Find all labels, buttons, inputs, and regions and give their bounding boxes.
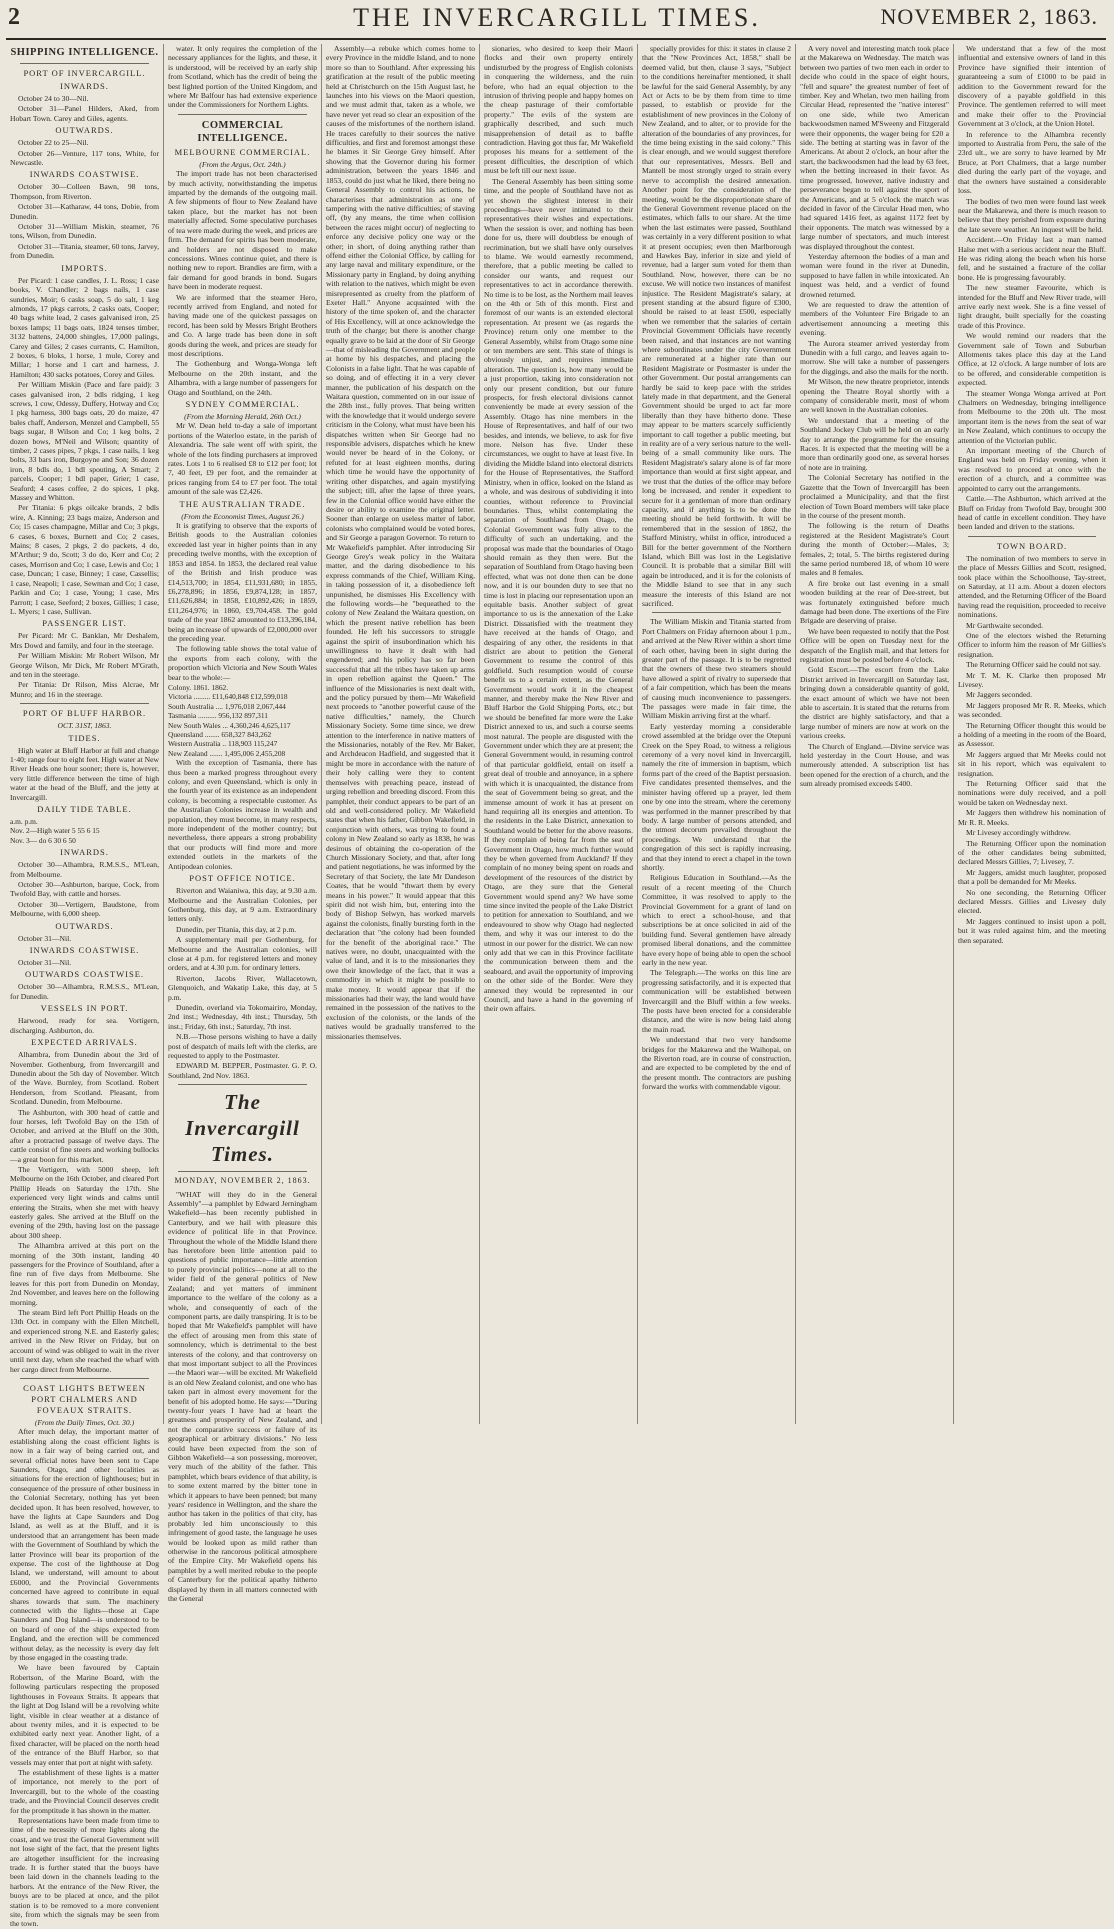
paragraph: The General Assembly has been sitting some time, and the people of Southland have not as yet shown the slightest interest in their proceedings—have never intimated to their representatives their wishes and expectations. When the session is over, and nothing has been done for us, there will doubtless be enough of recrimination, but we shall have only ourselves to blame. We would earnestly recommend, therefore, that a public meeting be called to consider our wants, and request our representatives to act in accordance therewith. No time is to be lost, as the Northern mail leaves on the 4th or 5th of this month. First and foremost of our wants is an extended electoral representation. At present we (as regards the Province) return only one member to the General Assembly, whilst from Otago some nine or ten members are sent. This state of things is obviously unjust, and requires immediate alteration. The question is, how many would be a just proportion, taking into consideration not only our present condition, but our future prospects, for fresh electoral divisions cannot conveniently be made at every session of the Assembly. Otago has nine members in the House of Representatives, and half of our two besides, and intends, we believe, to ask for five more. Nelson has five. Under these circumstances, we ought to have at least five. In dividing the Middle Island into electoral districts for the House of Representatives, the Stafford Ministry, when in office, looked on the Island as a whole, and was desirous of subdividing it into counties, without reference to Provincial boundaries. Thus, whilst contemplating the separation of Southland from Otago, the Colonial Government was fully alive to the difficulty of such an undertaking, and the proposal was made that the boundaries of Otago should remain as they then were. But the separation of Southland from Otago having been effected, what was not done then can be done now, and it is our bounden duty to see that no time is lost in placing our representation upon an equitable basis. Another subject of great importance to us is the annexation of the Lake District. Dissatisfied with the treatment they have received at the hands of Otago, and despairing of any other, the residents in that district are about to petition the General Government to resume the control of this goldfield. Such resumption would of course benefit us to a certain extent, as the General Government would work it in the cheapest manner, and thereby make the New River and Bluff Harbor the Gold Shipping Ports, etc.; but we should be benefited far more were the Lake District annexed to us, and such a course seems most natural. The people are disgusted with the Government under which they are at present; the General Government would, in resuming control of that particular goldfield, entail on itself a great deal of trouble and annoyance, in a sphere with which it is unacquainted, the distance from the seat of Government being so great, and the immense amount of work it has at present on hand requiring all its energies and attention. To the residents in the Lake District, annexation to Southland would be better for the above reasons. If they complain of being far from the seat of Government in Otago, how much further would they be when governed from Auckland? If they complain of no money being spent on roads and development of the resources of the district by Otago, are they sure that the General Government would spend any? We have some time since invited the people of the Lake District to petition for annexation to Southland, and we endeavoured to show why Otago had neglected them, and why it was our interest to do the utmost in our power for the district. We can now only add that we can in this Province facilitate the communication between them and the seaboard, and avail the opportunity of improving on the other side of the Border. Were they annexed they would be represented in our Council, and have a hand in the governing of their own affairs. [484,176,633,1014]
subheading: PORT OF INVERCARGILL. [23,68,146,78]
paragraph: One of the electors wished the Returning Officer to inform him the reason of Mr Gillies's resignation. [958,630,1106,659]
paragraph: We understand that a few of the most influential and extensive owners of land in this Province have signified their intention of guaranteeing a sum of £1000 to be paid in addition to the Government reward for the discovery of a payable goldfield in this Province. The gentlemen referred to will meet and make their offer to the Provincial Government at 3 o'clock, at the Union Hotel. [958,44,1106,129]
issue-date: NOVEMBER 2, 1863. [880,4,1098,29]
paragraph: Early yesterday morning a considerable crowd assembled at the bridge over the Otepuni Creek on the Spey Road, to witness a religious ceremony of a very novel kind in Invercargill, namely the rite of immersion in baptism, which forms part of the creed of the Baptist persuasion. Five candidates presented themselves, and the minister having offered up a prayer, led them one by one into the stream, where the ceremony was performed in the manner prescribed by that body. A large number of persons attended, and the utmost decorum prevailed throughout the proceedings. We understand that the congregation of this sect is rapidly increasing, and that they intend to erect a chapel in the town shortly. [642,721,791,872]
paragraph: The Gothenburg and Wonga-Wonga left Melbourne on the 20th instant, and the Alhambra, with a large number of passengers for Otago and Southland, on the 24th. [168,359,317,397]
subheading: COAST LIGHTS BETWEEN PORT CHALMERS AND FOVEAUX STRAITS. [23,1382,146,1415]
paragraph: October 30—Alhambra, R.M.S.S., M'Lean, for Dunedin. [10,982,159,1001]
subheading: INWARDS COASTWISE. [29,945,140,956]
column-3 [322,44,480,1424]
paragraph: A supplementary mail per Gothenburg, for Melbourne and the Australian colonies, will close at 4 p.m. for registered letters and money orders, and at 4.30 p.m. for ordinary letters. [168,935,317,973]
paragraph: A fire broke out last evening in a small wooden building at the rear of Dee-street, but was fortunately extinguished before much damage had been done. The exertions of the Fire Brigade are deserving of praise. [800,578,949,626]
divider [968,536,1096,537]
column-5 [638,44,796,1424]
paragraph: We understand that two very handsome bridges for the Makarewa and the Waihopai, on the Riverton road, are in course of construction, and are expected to be completed by the end of the present month. The contractors are pushing forward the works with commendable vigour. [642,1035,791,1092]
paragraph: EDWARD M. BEPPER, Postmaster. G. P. O. Southland, 2nd Nov. 1863. [168,1061,317,1080]
paragraph: The following is the return of Deaths registered at the Resident Magistrate's Court during the month of October:—Males, 3; females, 2; total, 5. The births registered during the same period numbered 18, of whom 10 were males and 8 females. [800,521,949,578]
paragraph: Gold Escort.—The escort from the Lake District arrived in Invercargill on Saturday last, bringing down a considerable quantity of gold, the exact amount of which we have not been able to ascertain. It is stated that the returns from the district are highly satisfactory, and that a large number of miners are now at work on the various creeks. [800,665,949,741]
subheading: PASSENGER LIST. [42,618,127,629]
paragraph: Mr Wilson, the new theatre proprietor, intends opening the Theatre Royal shortly with a company of considerable merit, most of whom are well known in the Australian colonies. [800,377,949,415]
subheading: MELBOURNE COMMERCIAL. [174,146,311,157]
paragraph: October 30—Ashburton, barque, Cock, from Twofold Bay, with cattle and horses. [10,880,159,899]
paragraph: Riverton, Jacobs River, Wallacetown, Glenquoich, and Wakatip Lake, this day, at 5 p.m. [168,973,317,1002]
subheading: OUTWARDS COASTWISE. [24,969,145,980]
paragraph: With the exception of Tasmania, there has thus been a marked progress throughout every colony, and even Queensland, which is only in the fourth year of its existence as an independent colony, is becoming a respectable customer. As the Australian Colonies increase in wealth and population, they must become, in many respects, more independent of the mother country; but nevertheless, there appears a strong probability that our products will find more and more extended outlets in the markets of the Antipodean colonies. [168,758,317,871]
paragraph: High water at Bluff Harbor at full and change 1·40; range four to eight feet. High water at New River Heads one hour sooner; there is, however, very little difference between the time of high water at the head of the Bluff, and the jetty at Invercargill. [10,745,159,802]
subheading: EXPECTED ARRIVALS. [31,1037,138,1048]
export-table-row: New South Wales ... 4,360,246 4,625,117 [168,720,291,730]
divider [178,1084,307,1085]
paragraph: Mr Livesey accordingly withdrew. [966,828,1071,838]
paragraph: Per Titania: Dr Rilson, Miss Alcrae, Mr Munro; and 16 in the steerage. [10,680,159,699]
export-table-header: Colony. 1861. 1862. [168,682,229,692]
column-7 [954,44,1110,1424]
section-heading: SHIPPING INTELLIGENCE. [10,47,159,58]
export-table-row: Tasmania .......... 956,132 897,311 [168,711,268,721]
columns [6,44,1110,1929]
paragraph: N.B.—Those persons wishing to have a daily post of despatch of mails left with the clerks, are requested to apply to the Postmaster. [168,1032,317,1060]
paragraph: Representations have been made from time to time of the necessity of more lights along the coast, and we trust the General Government will not lose sight of the fact, that the present lights are altogether insufficient for the increasing trade. It is further stated that the buoys have been laid down in the channels leading to the harbors. At the entrance of the New River, the buoys are to be placed at once, and the pilot station is to be removed to a more convenient site, from which the signals may be seen from the town. [10,1815,159,1929]
paragraph: Mr Jaggers then withdrew his nomination of Mr R. R. Meeks. [958,808,1106,827]
paragraph: The Ashburton, with 300 head of cattle and four horses, left Twofold Bay on the 15th of October, and arrived at the Bluff on the 30th, after a protracted passage of twelve days. The cattle consist of fine steers and working bullocks—a great boon for this market. [10,1107,159,1164]
column-4 [480,44,638,1424]
divider [652,612,781,613]
subheading: OUTWARDS. [55,125,114,136]
paragraph: Yesterday afternoon the bodies of a man and woman were found in the river at Dunedin, supposed to have fallen in while intoxicated. An inquest was held, and a verdict of found drowned returned. [800,251,949,299]
paragraph: The Returning Officer said that the nominations were duly received, and a poll would be taken on Wednesday next. [958,779,1106,807]
paragraph: The new steamer Favourite, which is intended for the Bluff and New River trade, will arrive early next week. She is a fine vessel of light draught, built specially for the coasting trade of this Province. [958,283,1106,330]
paragraph: The following table shows the total value of the exports from each colony, with the proportion which Victoria and New South Wales bear to the whole:— [168,644,317,682]
subheading: INWARDS. [60,81,109,91]
paragraph: No one seconding, the Returning Officer declared Messrs. Gillies and Livesey duly elected. [958,887,1106,916]
paragraph: The establishment of these lights is a matter of importance, not merely to the port of Invercargill, but to the whole of the coasting trade, and the Provincial Council deserves credit for the promptitude it has shown in the matter. [10,1767,159,1815]
paragraph: Per William Miskin: Mr Robert Wilson, Mr George Wilson, Mr Dick, Mr Robert M'Grath, and ten in the steerage. [10,651,159,679]
subheading: DAILY TIDE TABLE. [37,804,132,814]
paragraph: After much delay, the important matter of establishing along the coast efficient lights is now in a fair way of being carried out, and several official notes have been sent to Cape Saunders, Otago, and other localities as situations for the erection of lighthouses; but in consequence of the pressure of other business in the Colonial Secretary, nothing has yet been decided upon. It has been resolved, however, to have the lights at Cape Saunders and Dog Island, as well as at the Bluff, and it is understood that an arrangement has been made with the Government of Southland by which the latter Province will bear its proportion of the expense. The cost of the lighthouse at Dog Island, we understand, will amount to about £6000, and the Provincial Governments concerned have agreed to contribute in equal shares towards that sum. The machinery connected with the lights—those at Cape Saunders and Dog Island—is understood to be on board of one of the ships expected from England, and the erection will be commenced without delay, as the necessity is every day felt by those engaged in the coasting trade. [10,1427,159,1663]
paragraph: October 31—Panel Hilders, Aked, from Hobart Town. Carey and Giles, agents. [10,104,159,123]
export-table-row: Queensland ........ 658,327 843,262 [168,730,272,739]
tide-row: Nov. 3— do 6 30 6 50 [10,835,76,845]
subheading: SYDNEY COMMERCIAL. [185,399,300,409]
paragraph: The Returning Officer upon the nomination of the other candidates being submitted, declared Messrs Gillies, 7; Livesey, 7. [958,838,1106,867]
paragraph: Alhambra, from Dunedin about the 3rd of November. Gothenburg, from Invercargill and Dunedin about the 5th day of November. Witch of the Wave. Burnley, from Scotland. Robert Henderson, from Scotland. Pleasant, from Scotland. Dunedin, from Melbourne. [10,1050,159,1107]
paragraph: October 30—Colleen Bawn, 98 tons, Thompson, from Riverton. [10,182,159,201]
divider [178,1171,307,1172]
subheading: IMPORTS. [61,262,108,273]
paragraph: The bodies of two men were found last week near the Makarewa, and there is much reason to believe that they perished from exposure during the late severe weather. An inquest will be held. [958,196,1106,234]
paragraph: water. It only requires the completion of the necessary appliances for the lights, and these, it is understood, will be received by an early ship from Scotland, which has the credit of being the best lighted portion of the United Kingdom, and where Mr Balfour has had extensive experience under the Commissioners for Northern Lights. [168,44,317,110]
paragraph: October 30—Alhambra, R.M.S.S., M'Lean, from Melbourne. [10,860,159,879]
paragraph: The import trade has not been characterised by much activity, notwithstanding the impetus imparted by the demands of the outgoing mail. A few shipments of flour to New Zealand have taken place, but the market has not been materially affected. Some speculative purchases of tea were made during the week, and prices are firm. The demand for spirits has been moderate, and holders are not disposed to make concessions. Wines continue quiet, and there is nothing new to report. Brandies are firm, with a fair demand for good brands in bond. Sugars have been in moderate request. [168,169,317,292]
subheading: VESSELS IN PORT. [40,1003,129,1014]
page-number: 2 [8,4,20,30]
paragraph: The Aurora steamer arrived yesterday from Dunedin with a full cargo, and leaves again to-morrow. She will take a number of passengers for the diggings, and also the mails for the north. [800,338,949,376]
subheading: POST OFFICE NOTICE. [189,873,296,884]
paragraph: Per Titania: 6 pkgs oilcake brands, 2 bdls wire, A. Kinning; 23 bags maize, Anderson and Co; 15 cases champagne, Millar and Co; 3 pkgs, 6 cases, 6 boxes, Burnett and Co; 2 cases, Mains; 8 cases, 2 pkgs, 2 do packets, 4 do, M'Arthur; 9 do, Scott; 3 do do, Kerr and Co; 2 cases, Morrison and Co; 1 case, Lewis and Co; 1 case, Duncan; 1 case, Binney; 1 case, Cassellis; 1 case, Neapoli; 1 case, Sewman and Co; 1 case, Parkin and Co; 1 case, Young; 1 case, Mrs Parrott; 1 case, Seeford; 2 boxes, Gillies; 1 case, L. Myers; 1 case, Sullivan. [10,503,159,616]
paragraph: Dunedin, overland via Tokomairiro, Monday, 2nd inst.; Wednesday, 4th inst.; Thursday, 5th inst.; Friday, 6th inst.; Saturday, 7th inst. [168,1002,317,1031]
paragraph: Per William Miskin (Pace and fare paid): 3 cases galvanised iron, 2 bdls ridging, 1 keg screws, 1 cow, Odessy, Duffery, Hotway and Co; 1 pkg harness, 300 bags oats, 20 do maize, 47 bales chaff, Anderson, Menzel and Campbell, 55 bags sugar, 8 Wilson and Co; 1 keg bolts, 2 dozen bows, M'Neil and Wilson; quantity of timber, 2 cases pipes, 7 pkgs, 1 case nails, 1 keg bolts, 33 bars iron, Burgoyne and Son; 36 dozen iron, 8 bdls do, 1 bdl spouting, A Smart; 2 parcels, Cooper; 1 bdl paper, Grier; 1 case, Seaford; 4 cases coffee, 2 do spices, 1 pkg, Massey and Whitton. [10,380,159,503]
column-2 [164,44,322,1604]
paragraph: In reference to the Alhambra recently imported to Australia from Peru, the sale of the 23rd ult., we are sorry to have learned by Mr Bruce, at Port Chalmers, that a large number died during the early part of the voyage, and that the owners have sustained a considerable loss. [958,129,1106,196]
column-6 [796,44,954,1424]
source-note: (From the Daily Times, Oct. 30.) [34,1417,135,1427]
paragraph: Mr Jaggers continued to insist upon a poll, but it was ruled against him, and the meeting then separated. [958,916,1106,945]
divider [178,114,307,115]
subheading: TIDES. [68,732,101,743]
paragraph: We would remind our readers that the Government sale of Town and Suburban Allotments takes place this day at the Land Office, at 12 o'clock. A large number of lots are to be offered, and considerable competition is expected. [958,331,1106,388]
newspaper-title: THE INVERCARGILL TIMES. [353,3,761,32]
subheading: PORT OF BLUFF HARBOR. [22,708,147,719]
paragraph: Dunedin, per Titania, this day, at 2 p.m. [176,924,297,934]
paragraph: Per Picard: Mr C. Banklan, Mr Deshalem, Mrs Dowd and family, and four in the steerage. [10,631,159,650]
tide-row: Nov. 2—High water 5 55 6 15 [10,826,100,836]
paragraph: Mr Garthwaite seconded. [966,620,1043,630]
paragraph: Assembly—a rebuke which comes home to every Province in the middle Island, and to none more so than to Southland. After expressing his gratification at the result of the public meeting held at Christchurch on the 15th August last, he launches into his views on the Maori question, and we must admit that, taken as a whole, we have never yet read so clear an exposition of the causes of the misfortunes of the northern island. He traces carefully to their sources the native difficulties, and first and foremost amongst these he blames it Sir George Grey himself. After showing that the Governor during his former administration, between the years 1846 and 1853, could do just what he liked, there being no General Assembly to control his actions, he characterises that administration as one of tampering with the native difficulties; of staving off, (by any means, the time when collision between the races might occur) of neglecting to enforce any decisive policy one way or the other; in short, of doing anything rather than offend either the Colonial Office, by calling for any large naval and military expenditure, or the Missionary party in England, by doing anything with relation to the natives, which might be even misrepresented as cruelty from the platform of Exeter Hall." Anyone acquainted with the history of the time spoken of, and the character of His Excellency, will at once acknowledge the truth of the charge; but there is another charge equally grave to be laid at the door of Sir George—that of misleading the Government and people at home by his despatches, and placing the Colonists in a false light. That he was capable of so doing, and of effecting it in a very clever manner, the publication of his despatch on the Waitara question, commented on in our issue of the 28th inst., fully proves. That being written with the knowledge that it would undergo severe criticism in the Colony, what must have been his dispatches written when Sir George had no responsible advisers, dispatches which he knew would never be heard of in the Colony, or refuted for at least eighteen months, during which time he would have the opportunity of writing other dispatches, and again mystifying the subject; till, after the lapse of three years, few in the Colonial office would have either the desire or ability to examine the original letter. Sooner than enlarge on useless matter of labor, colonists who complained would be voted bores, and Sir George a paragon Governor. To return to Mr Wakefield's pamphlet. After introducing Sir George Grey's weak policy in the Waitara matter, and the daring disobedience to his express commands of the Chief, William King, in taking possession of it, a disobedience left unpunished, he dismisses His Excellency with the following words—he "bequeathed to the colony of New Zealand the Waitara question, on which the present native rebellion has been founded. He left his successors to struggle against the spirit of insubordination which his unwillingness to have it dealt with had engendered; and his policy has so far been successful that all the tribes have taken up arms in open rebellion against the Queen." The influence of the Missionaries is next dealt with, and the policy pursued by them—Mr Wakefield next proceeds to "another powerful cause of the native difficulties," namely, the Church Missionary Society. Some time since, we drew attention to the interference in native matters of the Missionaries, notably of the Rev. Mr Baker, and Archdeacon Hadfield, and suggested that it might be more in accordance with the nature of their holy calling were they to content themselves with preaching peace, instead of urging rebellion and breeding discord. From this pamphlet, their conduct appears to be part of an old and well-considered policy. Mr Wakefield states that when his father, Gibbon Wakefield, in conjunction with others, was trying to found a colony in New Zealand so early as 1838, he was desirous of obtaining the co-operation of the Church Missionary Society, and that, after long and patient negotiations, he was informed by the Secretary of that Society, the late Mr Dandeson Coates, that he would "thwart them by every means in his power." It would appear that this spirit did not wish him, but, entering into the body of Bishop Selwyn, has worked marvels against the colonists, finally bursting forth in the declaration that "the colony had been founded for the benefit of the aboriginal race." The natives were, no doubt, unacquainted with the value of land, and it is to the missionaries they owe their knowledge of the fact, that it was a commodity in which it might be possible to make money. It would appear that if the missionaries had their way, the land would have remained in the possession of the natives to the exclusion of the colonists, or the lands of the natives would be gradually transferred to the missionaries themselves. [326,44,475,1041]
paragraph: Cattle.—The Ashburton, which arrived at the Bluff on Friday from Twofold Bay, brought 300 head of cattle in excellent condition. They have been landed and driven to the stations. [958,494,1106,532]
paragraph: An important meeting of the Church of England was held on Friday evening, when it was resolved to proceed at once with the erection of a church, and a committee was appointed to carry out the arrangements. [958,446,1106,493]
divider [20,703,149,704]
paragraph: Religious Education in Southland.—As the result of a recent meeting of the Church Committee, it was resolved to apply to the Provincial Government for a grant of land on which to erect a school-house, and that subscriptions be at once solicited in aid of the building fund. Several gentlemen have already promised liberal donations, and the committee have every hope of being able to open the school early in the new year. [642,873,791,967]
paragraph: October 30—Vertigern, Baudstone, from Melbourne, with 6,000 sheep. [10,899,159,919]
paragraph: The nomination of two members to serve in the place of Messrs Gillies and Scott, resigned, took place within the Schoolhouse, Tay-street, on Saturday, at 11 a.m. About a dozen electors attended, and the Returning Officer of the Board having read the requisition, proceeded to receive nominations. [958,553,1106,620]
dateline: OCT. 31ST, 1863. [57,721,112,731]
paragraph: We have been favoured by Captain Robertson, of the Marine Board, with the following particulars respecting the proposed lighthouses in Foveaux Straits. It appears that the light at Dog Island will be a revolving white light, visible in clear weather at a distance of about twenty miles, and it is expected to be exhibited early next year. Another light, of a fixed character, will be placed on the north head of the entrance of the Bluff Harbor, so that vessels may enter that port at night with safety. [10,1663,159,1767]
export-table-row: Western Australia .. 118,903 115,247 [168,739,278,749]
paragraph: Mr Jaggers seconded. [966,690,1033,700]
paragraph: October 31—Nil. [18,933,72,943]
paragraph: October 31—William Miskin, steamer, 76 tons, Wilson, from Dunedin. [10,222,159,241]
subheading: TOWN BOARD. [996,540,1068,551]
source-note: (From the Morning Herald, 26th Oct.) [184,412,301,421]
subheading: THE AUSTRALIAN TRADE. [179,498,306,509]
editorial-title: The Invercargill Times. [185,1090,300,1167]
paragraph: October 24 to 30—Nil. [18,94,89,103]
paragraph: "WHAT will they do in the General Assembly"—a pamphlet by Edward Jerningham Wakefield—has been recently published in Canterbury, and we hail with pleasure this evidence of political life in that Province. Throughout the whole of the Middle Island there has heretofore been little attention paid to questions of public importance—little attention to purely provincial politics—none at all to the wider field of the general politics of New Zealand; and yet matters of imminent importance to the welfare of the colony as a whole, and consequently of each of the component parts, are daily transpiring. It is to be hoped that Mr Wakefield's pamphlet will have the effect of arousing men from this state of somnolency, which is detrimental to the best interests of the colony, and that controversy on that most important subject to all the Provinces—the Maori war—will be excited. Mr Wakefield is an old New Zealand colonist, and one who has taken part in almost every movement for the benefit of his adopted home. He says:—"During twenty-four years I have had at heart the greatness and prosperity of New Zealand, and not the comparative success or failure of its geographical or arbitrary divisions." No less could have been expected from the son of Gibbon Wakefield—a son possessing, moreover, very much of the ability of the father. This pamphlet, which bears evidence of that ability, is to some extent marred by the bitter tone in which it appears to have been penned; but many years' residence in Wellington, and the share the author has taken in the politics of that city, has probably led him unconsciously to this infringement of good taste, the language he uses would be looked upon as mild rather than otherwise in the rancorous political atmosphere of the Empire City. Mr Wakefield opens his pamphlet by a well merited rebuke to the people of Canterbury for the political apathy hitherto displayed by them in all matters connected with the General [168,1189,317,1604]
paragraph: Harwood, ready for sea. Vortigern, discharging. Ashburton, do. [10,1016,159,1035]
paragraph: Accident.—On Friday last a man named Halse met with a serious accident near the Bluff. He was riding along the beach when his horse fell, and he sustained a fracture of the collar bone. He is progressing favourably. [958,235,1106,282]
divider [20,1378,149,1379]
paragraph: Mr T. M. K. Clarke then proposed Mr Livesey. [958,670,1106,689]
export-table-row: Victoria ......... £11,640,848 £12,599,018 [168,692,288,702]
masthead-rule [6,38,1106,40]
tide-table-header: a.m. p.m. [10,817,38,826]
divider [20,63,149,64]
paragraph: October 31—Titania, steamer, 60 tons, Jarvey, from Dunedin. [10,241,159,261]
source-note: (From the Economist Times, August 26.) [181,511,304,521]
column-1 [6,44,164,1929]
paragraph: The William Miskin and Titania started from Port Chalmers on Friday afternoon about 1 p.m., and arrived at the New River within a short time of each other, having been in sight during the greater part of the passage. It is to be regretted that the owners of these two steamers should have allowed a spirit of rivalry to supersede that of a fair competition, which has been the means of causing much inconvenience to passengers. The passages were made in fair time, the William Miskin arriving first at the wharf. [642,617,791,721]
paragraph: The Returning Officer said he could not say. [966,660,1101,670]
subheading: INWARDS COASTWISE. [29,169,140,180]
paragraph: The Telegraph.—The works on this line are progressing satisfactorily, and it is expected that communication will be established between Invercargill and the Bluff within a few weeks. The posts have been erected for a considerable distance, and the wire is now being laid along the main road. [642,968,791,1034]
export-table-row: South Australia .... 1,976,018 2,067,444 [168,701,286,711]
paragraph: sionaries, who desired to keep their Maori flocks and their own property entirely undisturbed by the progress of English colonists in conquering the wilderness, and the ruin before, who had an equal objection to the intrusion of thriving people and happy homes on the cheap pasturage of their comfortable property." The evils of the system are graphically described, and such much misapprehension of detail as to baffle contradiction. Having got thus far, Mr Wakefield proposes his means for a settlement of the present difficulties, the description of which must be left till our next issue. [484,44,633,176]
paragraph: The Church of England.—Divine service was held yesterday in the Court House, and was numerously attended. A subscription list has been opened for the erection of a church, and the sum already promised exceeds £400. [800,741,949,789]
paragraph: Mr Jaggers, amidst much laughter, proposed that a poll be demanded for Mr Meeks. [958,867,1106,887]
paragraph: October 26—Venture, 117 tons, White, for Newcastle. [10,148,159,168]
section-heading: COMMERCIAL INTELLIGENCE. [197,119,288,144]
paragraph: We are requested to draw the attention of members of the Volunteer Fire Brigade to an advertisement announcing a meeting this evening. [800,299,949,338]
paragraph: The steamer Wonga Wonga arrived at Port Chalmers on Wednesday, bringing intelligence from Melbourne to the 20th ult. The most important item is the news from the seat of war in New Zealand, which continues to occupy the attention of the Victorian public. [958,388,1106,445]
paragraph: A very novel and interesting match took place at the Makarewa on Wednesday. The match was between two parties of two men each in order to decide who could in the space of eight hours, "fell and square" the greatest number of feet of timber. Key and Whelan, two men hailing from Circular Head, represented the "native interest" on one side, while two American backwoodsmen named M'Sweeny and Fitzgerald were their opponents, the wager being for £20 a side. The betting at starting was in favor of the Americans. At about 2 o'clock, an hour after the start, the backwoodsmen had the lead by 63 feet, when the betting increased in their favor. As time progressed, however, native industry and perseverance began to tell against the sport of the Americans, and at 5 o'clock the match was decided in favor of the Circular Head men, who had squared 1416 feet, as against 1172 feet by their opponents. The match was witnessed by a large number of spectators, and much interest was displayed throughout the contest. [800,44,949,251]
paragraph: Per Picard: 1 case candles, J. L. Ross; 1 case books, V. Chandler; 2 bags nails, 1 case sundries, Moir; 6 casks soap, 5 do salt, 1 keg almonds, 17 pkgs carrots, 2 casks oats, Cooper; 40 bags white lead, 2 cases galvanised iron, 25 boxes lamps; 11 bags oats, 1824 tenses timber, 3132 battens, 24,000 shingles, 17,000 palings, Carey and Giles; 2 cases currants, C. Hamilton, 2 boxes, 6 bloks, 1 horse, 1 mule, Corey and Millar; 1 horse and 1 cart and harness, J. Hamilton; 430 sacks potatoes, Corey and Giles. [10,275,159,379]
paragraph: The Alhambra arrived at this port on the morning of the 30th instant, landing 40 passengers for the Province of Southland, after a fine run of five days from Melbourne. She leaves for this port from Dunedin on Monday, 2nd November, and leaves here on the following morning. [10,1241,159,1307]
paragraph: The Colonial Secretary has notified in the Gazette that the Town of Invercargill has been proclaimed a Municipality, and that the first election of Town Board members will take place in the course of the present month. [800,473,949,520]
paragraph: We are informed that the steamer Hero, recently arrived from England, and noted for having made one of the quickest passages on record, has been sold by Messrs Bright Brothers and Co. A large trade has been done in soft goods during the week, and prices are steady for most descriptions. [168,292,317,358]
subheading: OUTWARDS. [55,920,114,931]
paragraph: It is gratifying to observe that the exports of British goods to the Australian colonies exceeded last year in higher points than in any preceding twelve months, with the exception of 1853 and 1854. In 1853, the declared real value of the British and Irish produce was £14,513,700; in 1854, £11,931,680; in 1855, £6,278,896; in 1856, £9,874,128; in 1857, £11,626,884; in 1858, £10,892,426; in 1859, £11,264,976; in 1860, £9,704,458. The gold trade of the year 1862 amounted to £13,396,184, being an increase of upwards of £2,000,000 over the preceding year. [168,521,317,643]
source-note: (From the Argus, Oct. 24th.) [199,159,286,169]
paragraph: Mr Jaggers argued that Mr Meeks could not sit in his report, which was equivalent to resignation. [958,749,1106,778]
paragraph: The Vortigern, with 5000 sheep, left Melbourne on the 16th October, and cleared Port Phillip Heads on Saturday the 17th. She experienced very light winds and calms until entering the Straits, when she met with heavy easterly gales. She arrived at the Bluff on the evening of the 29th, having lost on the passage about 300 sheep. [10,1164,159,1240]
editorial-dateline: MONDAY, NOVEMBER 2, 1863. [174,1176,311,1186]
paragraph: specially provides for this: it states in clause 2 that the "New Provinces Act, 1858," shall be deemed valid, but then, clause 3 says, "Subject to the conditions hereinafter mentioned, it shall be lawful for the said General Assembly, by any Act or Acts to be by them from time to time passed, to establish or provide for the establishment of new provinces in the Colony of New Zealand, and to alter, or to provide for the alteration of the boundaries of any provinces, for the time being existing in the said colony." This is clear enough, and we would suggest therefore that our representatives, Messrs. Bell and Mantell be most strongly urged to strain every nerve to accomplish the desired annexation. Another point for the consideration of the meeting, would be the disproportionate share of the General Government revenue placed on the estimates, which falls to our share. At the time when the last estimates were passed, Southland was certainly in a very different position to what it at present occupies; even then Marlborough and Hawkes Bay, inferior in size and yield of revenue, had a larger sum voted for them than Southland. Now, however, there can be no excuse. We will notice two instances of manifest injustice. The Resident Magistrate's salary, at present standing at the absurd figure of £300, should be raised to at least £500, especially when we remember that the salaries of certain Provincial Government Officials have recently been raised, and that instances are not wanting where subordinates under the city Government are remunerated at a higher rate than our Resident Magistrate or Postmaster is under the other Government. Our postal arrangements can hardly be said to keep pace with the strides lately made in that department, and the General Government should be urged to act far more liberally than they have hitherto done. These may appear to be matters scarcely sufficiently important to call together a public meeting, but in reality are of a very serious nature to the well-being of a small community like ours. The Resident Magistrate's salary alone is of far more importance than would at first sight appear, and we trust that the duties of the office may before long be increased, and render it expedient to secure for it a gentleman of more than ordinary capacity, and if anything is to be done the meeting should be held forthwith. It will be remembered that in the session of 1862, the Stafford Ministry, whilst in office, introduced a Bill for the better government of the Northern Island, which Bill was lost in the Legislative Council. It is probable that a similar Bill will again be introduced, and it is for the colonists of the Middle Island to see that in any such measure the interests of this Island are not sacrificed. [642,44,791,608]
paragraph: Mr Jaggers proposed Mr R. R. Meeks, which was seconded. [958,700,1106,720]
paragraph: We understand that a meeting of the Southland Jockey Club will be held on an early day to arrange the programme for the ensuing Races. It is expected that the meeting will be a more than ordinarily good one, as several horses of note are in training. [800,415,949,472]
paragraph: October 31—Nil. [18,958,72,968]
paragraph: The steam Bird left Port Phillip Heads on the 13th Oct. in company with the Ellen Mitchell, and experienced strong N.E. and Easterly gales; arrived in the New River on Friday, but on account of wind was obliged to wait in the river until next day, when she reached the wharf with her cargo direct from Melbourne. [10,1308,159,1374]
masthead [0,0,1114,42]
paragraph: October 31—Katharaw, 44 tons, Dobie, from Dunedin. [10,202,159,221]
paragraph: Mr W. Dean held to-day a sale of important portions of the Waterloo estate, in the parish of Alexandria. The sale went off with spirit, the whole of the lots finding purchasers at improved rates. Lots 1 to 6 realised £8 to £12 per foot; lot 7, 40 feet, £9 per foot, and the remainder at prices ranging from £4 to £7 per foot. The total amount of the sale was £2,426. [168,421,317,497]
paragraph: October 22 to 25—Nil. [18,138,89,148]
subheading: INWARDS. [60,847,109,858]
paragraph: We have been requested to notify that the Post Office will be open on Tuesday next for the despatch of the English mail, and that letters for registration must be posted before 4 o'clock. [800,626,949,664]
paragraph: Riverton and Waianiwa, this day, at 9.30 a.m. Melbourne and the Australian Colonies, per Gothenburg, this day, at 9 a.m. Extraordinary letters only. [168,886,317,924]
paragraph: The Returning Officer thought this would be a holding of a meeting in the room of the Board, as Assessor. [958,720,1106,749]
export-table-row: New Zealand ....... 1,495,006 2,455,208 [168,748,286,758]
